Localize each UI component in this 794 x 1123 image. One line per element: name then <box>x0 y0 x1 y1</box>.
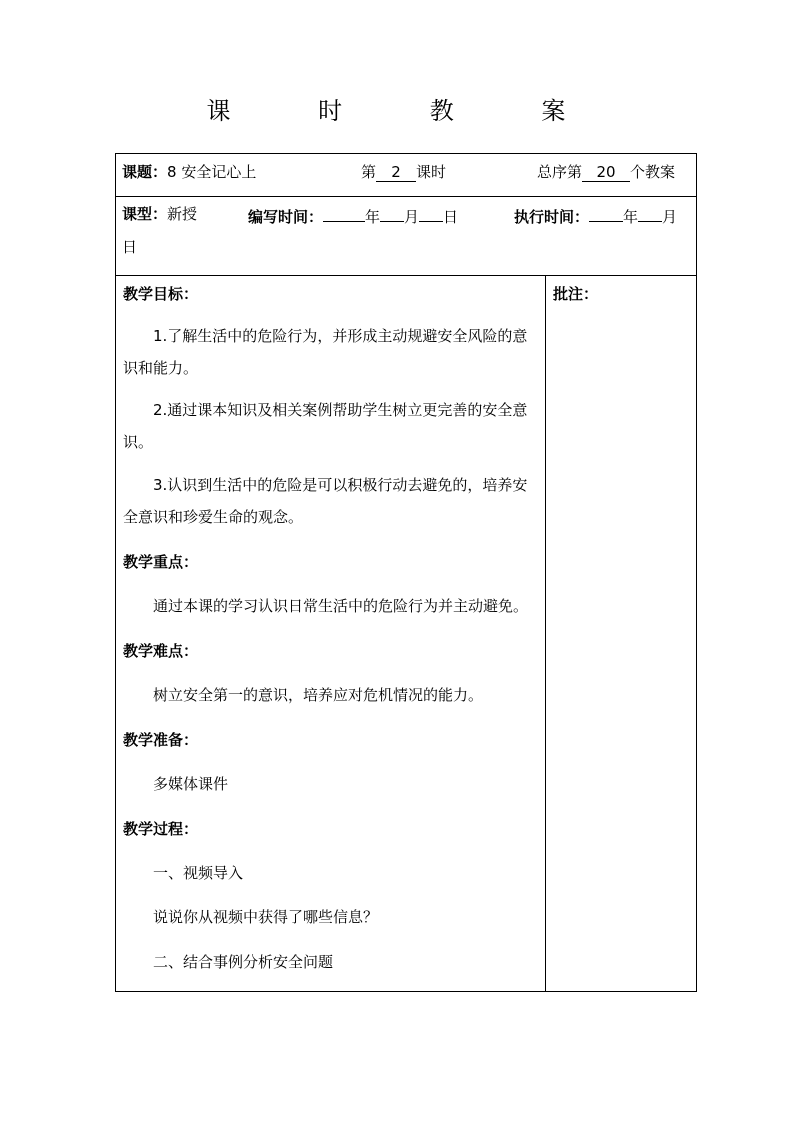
compile-day-label: 日 <box>443 208 459 226</box>
lesson-number-field <box>361 162 446 182</box>
goal-3: 3.认识到生活中的危险是可以积极行动去避免的，培养安全意识和珍爱生命的观念。 <box>123 476 528 526</box>
order-number-field <box>537 162 675 182</box>
exec-time <box>514 204 677 227</box>
lesson-type <box>122 204 197 224</box>
exec-month-label: 月 <box>662 208 678 226</box>
lesson-number: 2 <box>376 164 416 182</box>
lesson-plan-table <box>115 153 697 992</box>
compile-label: 编写时间： <box>248 208 324 226</box>
topic <box>122 162 256 182</box>
page-title: 课 时 教 案 <box>206 97 606 125</box>
compile-year-blank <box>323 204 365 222</box>
exec-day-label: 日 <box>122 238 138 256</box>
topic-label: 课题： <box>122 163 168 181</box>
order-suffix: 个教案 <box>630 163 676 181</box>
order-number: 20 <box>582 164 630 182</box>
order-prefix: 总序第 <box>537 163 583 181</box>
goal-1: 1.了解生活中的危险行为，并形成主动规避安全风险的意识和能力。 <box>123 327 528 377</box>
exec-year-blank <box>589 204 623 222</box>
header-row <box>116 154 696 197</box>
compile-year-label: 年 <box>365 208 381 226</box>
step-1-text: 说说你从视频中获得了哪些信息？ <box>153 908 379 926</box>
notes-label: 批注： <box>553 285 599 303</box>
type-label: 课型： <box>122 205 168 223</box>
compile-month-blank <box>380 204 404 222</box>
difficulty-heading: 教学难点： <box>123 642 199 660</box>
step-2: 二、结合事例分析安全问题 <box>153 953 334 971</box>
process-heading: 教学过程： <box>123 820 199 838</box>
focus-heading: 教学重点： <box>123 553 199 571</box>
lesson-prefix: 第 <box>361 163 377 181</box>
exec-label: 执行时间： <box>514 208 590 226</box>
meta-row <box>116 197 696 276</box>
lesson-suffix: 课时 <box>416 163 447 181</box>
prep-text: 多媒体课件 <box>153 775 229 793</box>
goals-heading: 教学目标： <box>123 285 199 303</box>
content-row <box>116 276 696 991</box>
exec-year-label: 年 <box>623 208 639 226</box>
type-value: 新授 <box>167 205 198 223</box>
prep-heading: 教学准备： <box>123 731 199 749</box>
step-1: 一、视频导入 <box>153 864 244 882</box>
exec-month-blank <box>638 204 662 222</box>
goal-2: 2.通过课本知识及相关案例帮助学生树立更完善的安全意识。 <box>123 401 528 451</box>
topic-value: 8 安全记心上 <box>167 163 257 181</box>
compile-day-blank <box>419 204 443 222</box>
compile-time <box>248 204 458 227</box>
compile-month-label: 月 <box>404 208 420 226</box>
column-divider <box>545 276 546 991</box>
difficulty-text: 树立安全第一的意识，培养应对危机情况的能力。 <box>153 686 484 704</box>
focus-text: 通过本课的学习认识日常生活中的危险行为并主动避免。 <box>153 597 529 615</box>
